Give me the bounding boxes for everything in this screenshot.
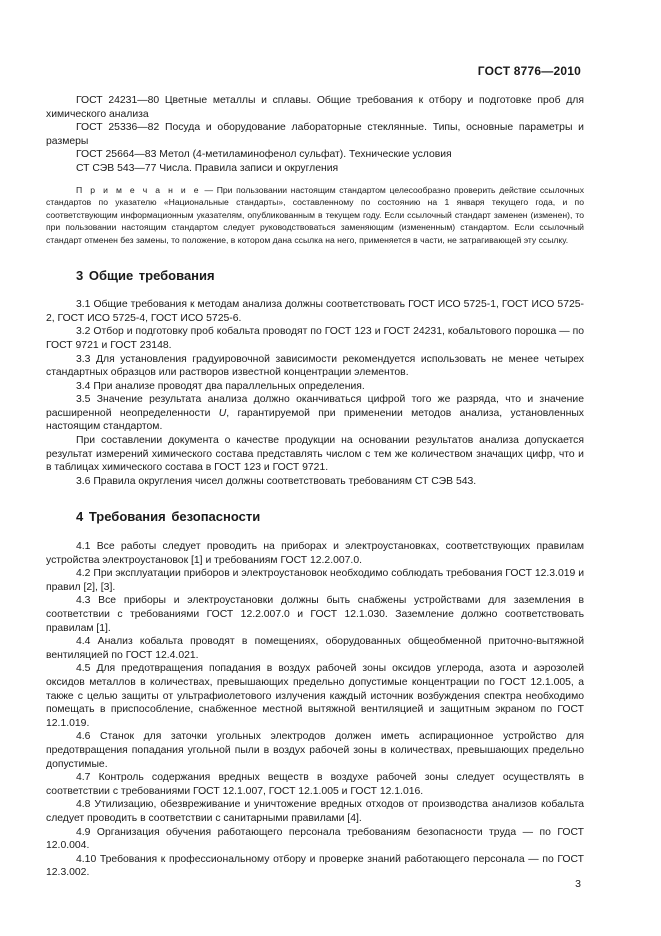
clause-3-3: 3.3 Для установления градуировочной зависимости рекомендуется использовать не менее четырех стандартных образцов или растворов известной концентрации элементов. <box>46 353 584 379</box>
document-code: ГОСТ 8776—2010 <box>477 64 581 78</box>
note-paragraph <box>46 184 584 247</box>
note-text: — При пользовании настоящим стандартом целесообразно проверить действие ссылочных стандартов по указателю «Национальные стандарты», составленному по состоянию на 1 января текущего года, и по соответствующим информационным указателям, опубликованным в текущем году. Если ссылочный стандарт заменен (изменен), то при пользовании настоящим стандартом следует руководствоваться заменяющим (измененным) стандартом. Если ссылочный стандарт отменен без замены, то положение, в котором дана ссылка на него, применяется в части, не затрагивающей эту ссылку. <box>46 184 584 245</box>
section-3-heading: 3 Общие требования <box>76 267 215 283</box>
clause-3-5 <box>46 393 584 434</box>
clause-3-5-text-b: , гарантируемой при применении методов анализа, установленных настоящим стандартом. <box>46 407 585 433</box>
clause-4-3: 4.3 Все приборы и электроустановки должны быть снабжены устройствами для заземления в соответствии с требованиями ГОСТ 12.2.007.0 и ГОСТ 12.1.030. Заземление должно соответствовать правилам [1]. <box>46 595 584 634</box>
clause-4-6: 4.6 Станок для заточки угольных электродов должен иметь аспирационное устройство для предотвращения попадания угольной пыли в воздух рабочей зоны в количествах, превышающих предельно допустимые. <box>46 731 584 770</box>
clause-4-5: 4.5 Для предотвращения попадания в воздух рабочей зоны оксидов углерода, азота и аэрозолей оксидов металлов в количествах, превышающих предельно допустимые концентрации по ГОСТ 12.1.005, а также с целью защиты от ультрафиолетового излучения каждый источник возбуждения спектра необходимо помещать в приспособление, снабженное местной вытяжной вентиляцией и защитным экраном по ГОСТ 12.1.019. <box>46 663 584 729</box>
clause-4-2: 4.2 При эксплуатации приборов и электроустановок необходимо соблюдать требования ГОСТ 12.3.019 и правил [2], [3]. <box>46 568 584 593</box>
clause-3-1: 3.1 Общие требования к методам анализа должны соответствовать ГОСТ ИСО 5725-1, ГОСТ ИСО 5725-2, ГОСТ ИСО 5725-4, ГОСТ ИСО 5725-6. <box>46 299 584 324</box>
clause-4-10: 4.10 Требования к профессиональному отбору и проверке знаний работающего персонала — по ГОСТ 12.3.002. <box>46 853 584 879</box>
reference-item: СТ СЭВ 543—77 Числа. Правила записи и округления <box>76 162 339 174</box>
reference-item: ГОСТ 25664—83 Метол (4-метиламинофенол сульфат). Технические условия <box>76 149 452 161</box>
clause-3-4: 3.4 При анализе проводят два параллельных определения. <box>76 380 365 392</box>
clause-4-1: 4.1 Все работы следует проводить на приборах и электроустановках, соответствующих правилам устройства электроустановок [1] и требованиям ГОСТ 12.2.007.0. <box>46 541 584 566</box>
clause-3-5-continued: При составлении документа о качестве продукции на основании результатов анализа допускается результат измерений химического состава представлять числом с тем же количеством значащих цифр, что и в таблицах химического состава в ГОСТ 123 и ГОСТ 9721. <box>46 435 584 474</box>
clause-3-5-text-a: 3.5 Значение результата анализа должно оканчиваться цифрой того же разряда, что и значение расширенной неопределенности <box>46 394 584 419</box>
section-4-body <box>46 540 584 880</box>
clause-4-4: 4.4 Анализ кобальта проводят в помещениях, оборудованных общеобменной приточно-вытяжной вентиляцией по ГОСТ 12.4.021. <box>46 636 584 661</box>
reference-item: ГОСТ 24231—80 Цветные металлы и сплавы. Общие требования к отбору и подготовке проб для химического анализа <box>46 95 584 120</box>
clause-4-8: 4.8 Утилизацию, обезвреживание и уничтожение вредных отходов от производства анализов кобальта следует проводить в соответствии с санитарными правилами [4]. <box>46 799 584 824</box>
reference-item: ГОСТ 25336—82 Посуда и оборудование лабораторные стеклянные. Типы, основные параметры и размеры <box>46 122 584 147</box>
normative-references-list <box>46 94 584 176</box>
section-4-heading: 4 Требования безопасности <box>76 509 261 525</box>
clause-4-9: 4.9 Организация обучения работающего персонала требованиям безопасности труда — по ГОСТ 12.0.004. <box>46 826 584 852</box>
page-content <box>46 94 584 880</box>
clause-3-2: 3.2 Отбор и подготовку проб кобальта проводят по ГОСТ 123 и ГОСТ 24231, кобальтового порошка — по ГОСТ 9721 и ГОСТ 23148. <box>46 326 584 351</box>
clause-3-6: 3.6 Правила округления чисел должны соответствовать требованиям СТ СЭВ 543. <box>76 475 477 487</box>
uncertainty-symbol: U <box>218 407 227 419</box>
section-3-body <box>46 298 584 488</box>
clause-4-7: 4.7 Контроль содержания вредных веществ в воздухе рабочей зоны следует осуществлять в соответствии с требованиями ГОСТ 12.1.007, ГОСТ 12.1.005 и ГОСТ 12.1.016. <box>46 772 584 797</box>
page-number: 3 <box>575 878 581 890</box>
note-label: П р и м е ч а н и е <box>76 184 201 195</box>
